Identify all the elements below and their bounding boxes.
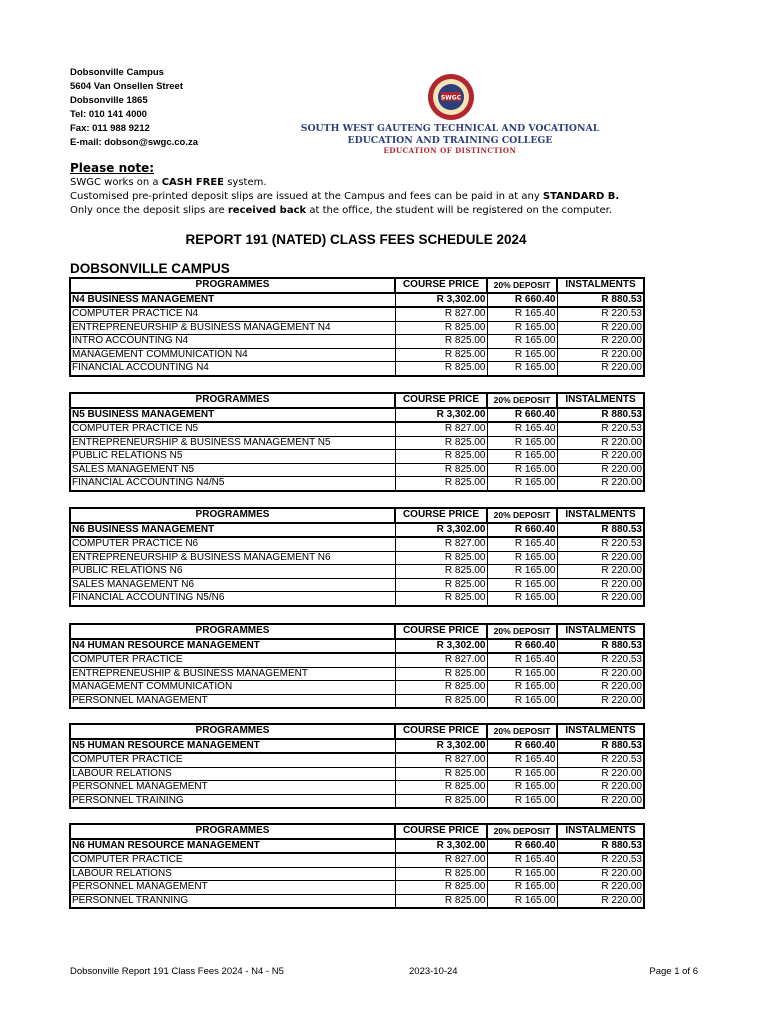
- deposit: R 165.40: [487, 853, 557, 867]
- course-price: R 825.00: [395, 565, 487, 579]
- programme-name: MANAGEMENT COMMUNICATION N4: [70, 348, 395, 362]
- header-course-price: COURSE PRICE: [395, 278, 487, 293]
- instalments: R 880.53: [557, 639, 644, 654]
- programme-name: SALES MANAGEMENT N5: [70, 463, 395, 477]
- table-header-row: [70, 278, 644, 293]
- deposit: R 165.40: [487, 653, 557, 667]
- course-price: R 827.00: [395, 537, 487, 551]
- programme-name: PERSONNEL MANAGEMENT: [70, 694, 395, 708]
- programme-name: LABOUR RELATIONS: [70, 867, 395, 881]
- instalments: R 220.53: [557, 653, 644, 667]
- course-price: R 3,302.00: [395, 739, 487, 754]
- deposit: R 660.40: [487, 408, 557, 423]
- header-programmes: PROGRAMMES: [70, 393, 395, 408]
- deposit: R 165.00: [487, 681, 557, 695]
- course-price: R 825.00: [395, 321, 487, 335]
- logo-line-2: EDUCATION AND TRAINING COLLEGE: [347, 135, 553, 146]
- instalments: R 220.00: [557, 681, 644, 695]
- programme-name: ENTREPRENEURSHIP & BUSINESS MANAGEMENT N6: [70, 551, 395, 565]
- programme-name: LABOUR RELATIONS: [70, 767, 395, 781]
- course-price: R 825.00: [395, 436, 487, 450]
- instalments: R 880.53: [557, 523, 644, 538]
- deposit: R 660.40: [487, 739, 557, 754]
- header-instalments: INSTALMENTS: [557, 393, 644, 408]
- programme-name: COMPUTER PRACTICE N6: [70, 537, 395, 551]
- course-price: R 3,302.00: [395, 408, 487, 423]
- table-row: [70, 667, 644, 681]
- course-price: R 825.00: [395, 463, 487, 477]
- deposit: R 165.00: [487, 335, 557, 349]
- course-price: R 825.00: [395, 781, 487, 795]
- course-price: R 3,302.00: [395, 523, 487, 538]
- qualification-row: [70, 408, 644, 423]
- header-deposit: 20% DEPOSIT: [487, 724, 557, 739]
- programme-name: SALES MANAGEMENT N6: [70, 578, 395, 592]
- footer-date: 2023-10-24: [409, 966, 458, 977]
- programme-name: FINANCIAL ACCOUNTING N4/N5: [70, 477, 395, 491]
- course-price: R 825.00: [395, 335, 487, 349]
- fee-table: [69, 507, 645, 607]
- deposit: R 165.00: [487, 867, 557, 881]
- table-row: [70, 894, 644, 908]
- course-price: R 825.00: [395, 551, 487, 565]
- header-course-price: COURSE PRICE: [395, 393, 487, 408]
- course-price: R 825.00: [395, 477, 487, 491]
- footer-document-name: Dobsonville Report 191 Class Fees 2024 - N4 - N5: [70, 966, 284, 977]
- instalments: R 220.00: [557, 794, 644, 808]
- instalments: R 220.00: [557, 767, 644, 781]
- instalments: R 220.53: [557, 422, 644, 436]
- instalments: R 220.53: [557, 307, 644, 321]
- deposit: R 165.00: [487, 362, 557, 376]
- deposit: R 165.00: [487, 592, 557, 606]
- course-price: R 827.00: [395, 753, 487, 767]
- course-price: R 825.00: [395, 881, 487, 895]
- header-deposit: 20% DEPOSIT: [487, 824, 557, 839]
- deposit: R 165.00: [487, 781, 557, 795]
- deposit: R 165.40: [487, 753, 557, 767]
- programme-name: PUBLIC RELATIONS N5: [70, 450, 395, 464]
- table-row: [70, 694, 644, 708]
- instalments: R 220.53: [557, 537, 644, 551]
- qualification-row: [70, 293, 644, 308]
- logo-line-3: EDUCATION OF DISTINCTION: [383, 146, 517, 155]
- table-row: [70, 436, 644, 450]
- programme-name: INTRO ACCOUNTING N4: [70, 335, 395, 349]
- instalments: R 880.53: [557, 293, 644, 308]
- header-instalments: INSTALMENTS: [557, 278, 644, 293]
- course-price: R 825.00: [395, 694, 487, 708]
- payment-note: [70, 160, 642, 218]
- instalments: R 220.53: [557, 853, 644, 867]
- footer-page-number: Page 1 of 6: [649, 966, 698, 977]
- course-price: R 3,302.00: [395, 293, 487, 308]
- programme-name: N5 BUSINESS MANAGEMENT: [70, 408, 395, 423]
- note-line-1: SWGC works on a CASH FREE system.: [70, 177, 267, 188]
- qualification-row: [70, 839, 644, 854]
- programme-name: N6 BUSINESS MANAGEMENT: [70, 523, 395, 538]
- deposit: R 165.00: [487, 667, 557, 681]
- course-price: R 825.00: [395, 450, 487, 464]
- table-row: [70, 853, 644, 867]
- instalments: R 220.00: [557, 463, 644, 477]
- table-row: [70, 681, 644, 695]
- table-header-row: [70, 624, 644, 639]
- table-row: [70, 348, 644, 362]
- seal-text: SWGC: [440, 94, 462, 102]
- table-row: [70, 463, 644, 477]
- instalments: R 220.00: [557, 881, 644, 895]
- header-programmes: PROGRAMMES: [70, 824, 395, 839]
- header-programmes: PROGRAMMES: [70, 724, 395, 739]
- header-course-price: COURSE PRICE: [395, 508, 487, 523]
- fee-table: [69, 277, 645, 377]
- programme-name: FINANCIAL ACCOUNTING N4: [70, 362, 395, 376]
- header-deposit: 20% DEPOSIT: [487, 624, 557, 639]
- deposit: R 165.00: [487, 578, 557, 592]
- course-price: R 825.00: [395, 681, 487, 695]
- course-price: R 827.00: [395, 653, 487, 667]
- programme-name: PERSONNEL TRANNING: [70, 894, 395, 908]
- table-row: [70, 867, 644, 881]
- course-price: R 825.00: [395, 867, 487, 881]
- deposit: R 165.00: [487, 436, 557, 450]
- table-header-row: [70, 824, 644, 839]
- address-suburb: Dobsonville 1865: [70, 95, 148, 106]
- instalments: R 220.00: [557, 436, 644, 450]
- table-row: [70, 781, 644, 795]
- note-line-3: Only once the deposit slips are received back at the office, the student will be registered on the computer.: [70, 205, 613, 216]
- deposit: R 165.00: [487, 321, 557, 335]
- deposit: R 165.00: [487, 767, 557, 781]
- instalments: R 220.00: [557, 362, 644, 376]
- table-row: [70, 422, 644, 436]
- deposit: R 165.00: [487, 894, 557, 908]
- address-fax: Fax: 011 988 9212: [70, 123, 150, 134]
- programme-name: ENTREPRENEURSHIP & BUSINESS MANAGEMENT N5: [70, 436, 395, 450]
- report-title: REPORT 191 (NATED) CLASS FEES SCHEDULE 2024: [185, 232, 527, 247]
- header-programmes: PROGRAMMES: [70, 278, 395, 293]
- note-title: Please note:: [70, 161, 155, 175]
- table-row: [70, 551, 644, 565]
- deposit: R 660.40: [487, 523, 557, 538]
- instalments: R 220.00: [557, 592, 644, 606]
- instalments: R 220.00: [557, 694, 644, 708]
- course-price: R 825.00: [395, 362, 487, 376]
- instalments: R 220.00: [557, 321, 644, 335]
- header-course-price: COURSE PRICE: [395, 724, 487, 739]
- deposit: R 165.00: [487, 348, 557, 362]
- table-row: [70, 335, 644, 349]
- programme-name: COMPUTER PRACTICE: [70, 653, 395, 667]
- table-row: [70, 307, 644, 321]
- course-price: R 825.00: [395, 767, 487, 781]
- instalments: R 220.00: [557, 781, 644, 795]
- instalments: R 220.00: [557, 867, 644, 881]
- table-header-row: [70, 393, 644, 408]
- table-row: [70, 753, 644, 767]
- table-row: [70, 537, 644, 551]
- campus-heading: DOBSONVILLE CAMPUS: [70, 261, 230, 276]
- course-price: R 827.00: [395, 422, 487, 436]
- table-row: [70, 477, 644, 491]
- instalments: R 880.53: [557, 739, 644, 754]
- course-price: R 825.00: [395, 348, 487, 362]
- instalments: R 220.53: [557, 753, 644, 767]
- address-tel: Tel: 010 141 4000: [70, 109, 147, 120]
- deposit: R 165.40: [487, 537, 557, 551]
- deposit: R 165.40: [487, 422, 557, 436]
- programme-name: ENTREPRENEURSHIP & BUSINESS MANAGEMENT N4: [70, 321, 395, 335]
- programme-name: COMPUTER PRACTICE N5: [70, 422, 395, 436]
- programme-name: N6 HUMAN RESOURCE MANAGEMENT: [70, 839, 395, 854]
- programme-name: COMPUTER PRACTICE: [70, 853, 395, 867]
- deposit: R 165.00: [487, 477, 557, 491]
- deposit: R 165.40: [487, 307, 557, 321]
- qualification-row: [70, 523, 644, 538]
- course-price: R 827.00: [395, 307, 487, 321]
- header-course-price: COURSE PRICE: [395, 624, 487, 639]
- deposit: R 165.00: [487, 450, 557, 464]
- course-price: R 3,302.00: [395, 839, 487, 854]
- instalments: R 220.00: [557, 565, 644, 579]
- header-instalments: INSTALMENTS: [557, 824, 644, 839]
- campus-address: [70, 66, 198, 150]
- course-price: R 825.00: [395, 794, 487, 808]
- table-row: [70, 450, 644, 464]
- instalments: R 220.00: [557, 348, 644, 362]
- instalments: R 220.00: [557, 450, 644, 464]
- header-deposit: 20% DEPOSIT: [487, 278, 557, 293]
- programme-name: N5 HUMAN RESOURCE MANAGEMENT: [70, 739, 395, 754]
- instalments: R 220.00: [557, 667, 644, 681]
- programme-name: PERSONNEL MANAGEMENT: [70, 781, 395, 795]
- header-course-price: COURSE PRICE: [395, 824, 487, 839]
- address-campus: Dobsonville Campus: [70, 67, 164, 78]
- college-seal-icon: [426, 72, 476, 122]
- course-price: R 827.00: [395, 853, 487, 867]
- address-email: E-mail: dobson@swgc.co.za: [70, 137, 199, 148]
- fee-table: [69, 392, 645, 492]
- course-price: R 825.00: [395, 592, 487, 606]
- qualification-row: [70, 739, 644, 754]
- deposit: R 660.40: [487, 839, 557, 854]
- table-row: [70, 653, 644, 667]
- table-row: [70, 592, 644, 606]
- header-instalments: INSTALMENTS: [557, 508, 644, 523]
- programme-name: N4 HUMAN RESOURCE MANAGEMENT: [70, 639, 395, 654]
- header-programmes: PROGRAMMES: [70, 624, 395, 639]
- course-price: R 3,302.00: [395, 639, 487, 654]
- deposit: R 165.00: [487, 565, 557, 579]
- course-price: R 825.00: [395, 894, 487, 908]
- programme-name: MANAGEMENT COMMUNICATION: [70, 681, 395, 695]
- header-instalments: INSTALMENTS: [557, 724, 644, 739]
- programme-name: PERSONNEL MANAGEMENT: [70, 881, 395, 895]
- table-row: [70, 881, 644, 895]
- fee-table: [69, 723, 645, 809]
- programme-name: FINANCIAL ACCOUNTING N5/N6: [70, 592, 395, 606]
- note-line-2: Customised pre-printed deposit slips are issued at the Campus and fees can be paid in at any STANDARD B.: [70, 191, 620, 202]
- instalments: R 880.53: [557, 408, 644, 423]
- college-logo: [300, 66, 600, 156]
- deposit: R 660.40: [487, 293, 557, 308]
- programme-name: PERSONNEL TRAINING: [70, 794, 395, 808]
- table-row: [70, 321, 644, 335]
- header-deposit: 20% DEPOSIT: [487, 508, 557, 523]
- deposit: R 165.00: [487, 694, 557, 708]
- fee-table: [69, 823, 645, 909]
- instalments: R 220.00: [557, 477, 644, 491]
- instalments: R 220.00: [557, 551, 644, 565]
- header-instalments: INSTALMENTS: [557, 624, 644, 639]
- instalments: R 220.00: [557, 578, 644, 592]
- logo-line-1: SOUTH WEST GAUTENG TECHNICAL AND VOCATIONAL: [300, 123, 600, 134]
- table-row: [70, 794, 644, 808]
- address-street: 5604 Van Onsellen Street: [70, 81, 184, 92]
- instalments: R 220.00: [557, 335, 644, 349]
- instalments: R 220.00: [557, 894, 644, 908]
- programme-name: N4 BUSINESS MANAGEMENT: [70, 293, 395, 308]
- deposit: R 165.00: [487, 881, 557, 895]
- fee-table: [69, 623, 645, 709]
- table-row: [70, 362, 644, 376]
- course-price: R 825.00: [395, 578, 487, 592]
- table-row: [70, 565, 644, 579]
- table-header-row: [70, 724, 644, 739]
- deposit: R 165.00: [487, 463, 557, 477]
- qualification-row: [70, 639, 644, 654]
- programme-name: COMPUTER PRACTICE N4: [70, 307, 395, 321]
- deposit: R 660.40: [487, 639, 557, 654]
- programme-name: PUBLIC RELATIONS N6: [70, 565, 395, 579]
- programme-name: COMPUTER PRACTICE: [70, 753, 395, 767]
- deposit: R 165.00: [487, 794, 557, 808]
- course-price: R 825.00: [395, 667, 487, 681]
- programme-name: ENTREPRENEUSHIP & BUSINESS MANAGEMENT: [70, 667, 395, 681]
- header-programmes: PROGRAMMES: [70, 508, 395, 523]
- table-header-row: [70, 508, 644, 523]
- deposit: R 165.00: [487, 551, 557, 565]
- instalments: R 880.53: [557, 839, 644, 854]
- table-row: [70, 578, 644, 592]
- header-deposit: 20% DEPOSIT: [487, 393, 557, 408]
- table-row: [70, 767, 644, 781]
